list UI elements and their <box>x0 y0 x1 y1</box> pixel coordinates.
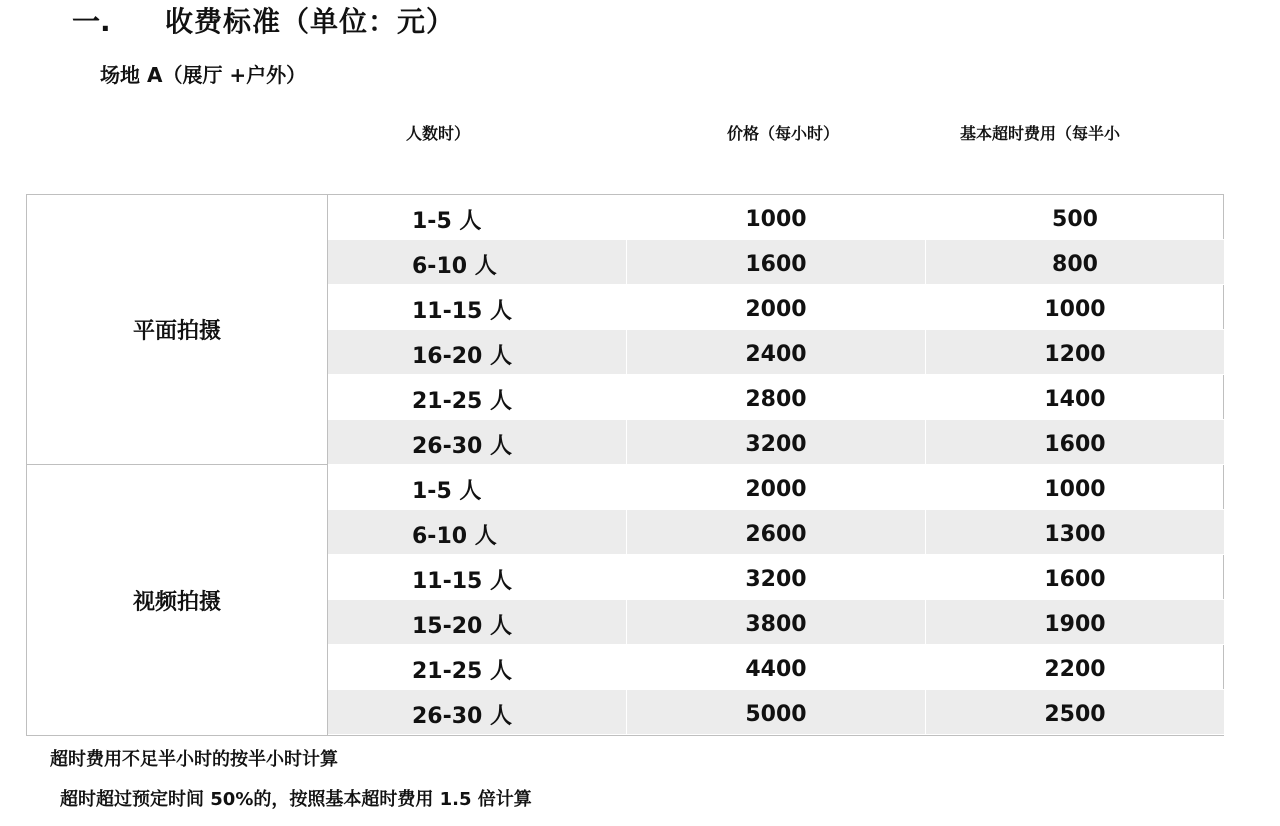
table-row <box>328 420 1224 465</box>
people-cell: 6-10 人 <box>328 510 627 555</box>
overtime-cell: 1300 <box>1044 522 1106 547</box>
people-cell: 11-15 人 <box>328 555 627 600</box>
table-row <box>328 465 1224 510</box>
overtime-cell: 2500 <box>1044 702 1106 727</box>
column-header-price: 价格（每小时） <box>727 124 840 143</box>
table-row <box>328 375 1224 420</box>
price-cell: 2000 <box>627 465 926 510</box>
section-number: 一. <box>72 5 111 38</box>
people-cell: 21-25 人 <box>328 645 627 690</box>
price-cell: 1000 <box>627 195 926 240</box>
category-cell-video: 视频拍摄 <box>132 589 221 615</box>
table-row <box>328 195 1224 240</box>
overtime-cell: 1000 <box>1044 477 1106 502</box>
people-cell: 1-5 人 <box>328 465 627 510</box>
overtime-cell: 1200 <box>1044 342 1106 367</box>
people-cell: 15-20 人 <box>328 600 627 645</box>
note-rounding: 超时费用不足半小时的按半小时计算 <box>50 749 338 770</box>
table-row <box>328 690 1224 735</box>
overtime-cell: 1600 <box>1044 432 1106 457</box>
overtime-cell: 2200 <box>1044 657 1106 682</box>
pricing-table <box>26 194 1224 736</box>
table-row <box>328 240 1224 285</box>
pricing-rows <box>327 195 1224 735</box>
price-cell: 1600 <box>627 240 926 285</box>
table-row <box>328 510 1224 555</box>
table-row <box>328 285 1224 330</box>
table-row <box>328 600 1224 645</box>
overtime-cell: 1400 <box>1044 387 1106 412</box>
people-cell: 1-5 人 <box>328 195 627 240</box>
price-cell: 2000 <box>627 285 926 330</box>
price-cell: 2400 <box>627 330 926 375</box>
people-cell: 21-25 人 <box>328 375 627 420</box>
price-cell: 5000 <box>627 690 926 735</box>
price-cell: 3200 <box>627 420 926 465</box>
category-cell-print: 平面拍摄 <box>27 195 327 465</box>
price-cell: 2800 <box>627 375 926 420</box>
people-cell: 16-20 人 <box>328 330 627 375</box>
people-cell: 26-30 人 <box>328 690 627 735</box>
column-header-people: 人数时） <box>406 124 471 143</box>
people-cell: 26-30 人 <box>328 420 627 465</box>
overtime-cell: 800 <box>1052 252 1098 277</box>
note-surcharge: 超时超过预定时间 50%的，按照基本超时费用 1.5 倍计算 <box>60 789 532 810</box>
overtime-cell: 500 <box>1052 207 1098 232</box>
price-cell: 2600 <box>627 510 926 555</box>
overtime-cell: 1000 <box>1044 297 1106 322</box>
table-row <box>328 645 1224 690</box>
table-row <box>328 330 1224 375</box>
overtime-cell: 1600 <box>1044 567 1106 592</box>
page-title: 收费标准（单位：元） <box>165 5 456 38</box>
column-header-overtime: 基本超时费用（每半小 <box>960 124 1121 143</box>
people-cell: 6-10 人 <box>328 240 627 285</box>
overtime-cell: 1900 <box>1044 612 1106 637</box>
price-cell: 3200 <box>627 555 926 600</box>
table-row <box>328 555 1224 600</box>
people-cell: 11-15 人 <box>328 285 627 330</box>
venue-title: 场地 A（展厅 +户外） <box>100 63 307 87</box>
price-cell: 4400 <box>627 645 926 690</box>
price-cell: 3800 <box>627 600 926 645</box>
